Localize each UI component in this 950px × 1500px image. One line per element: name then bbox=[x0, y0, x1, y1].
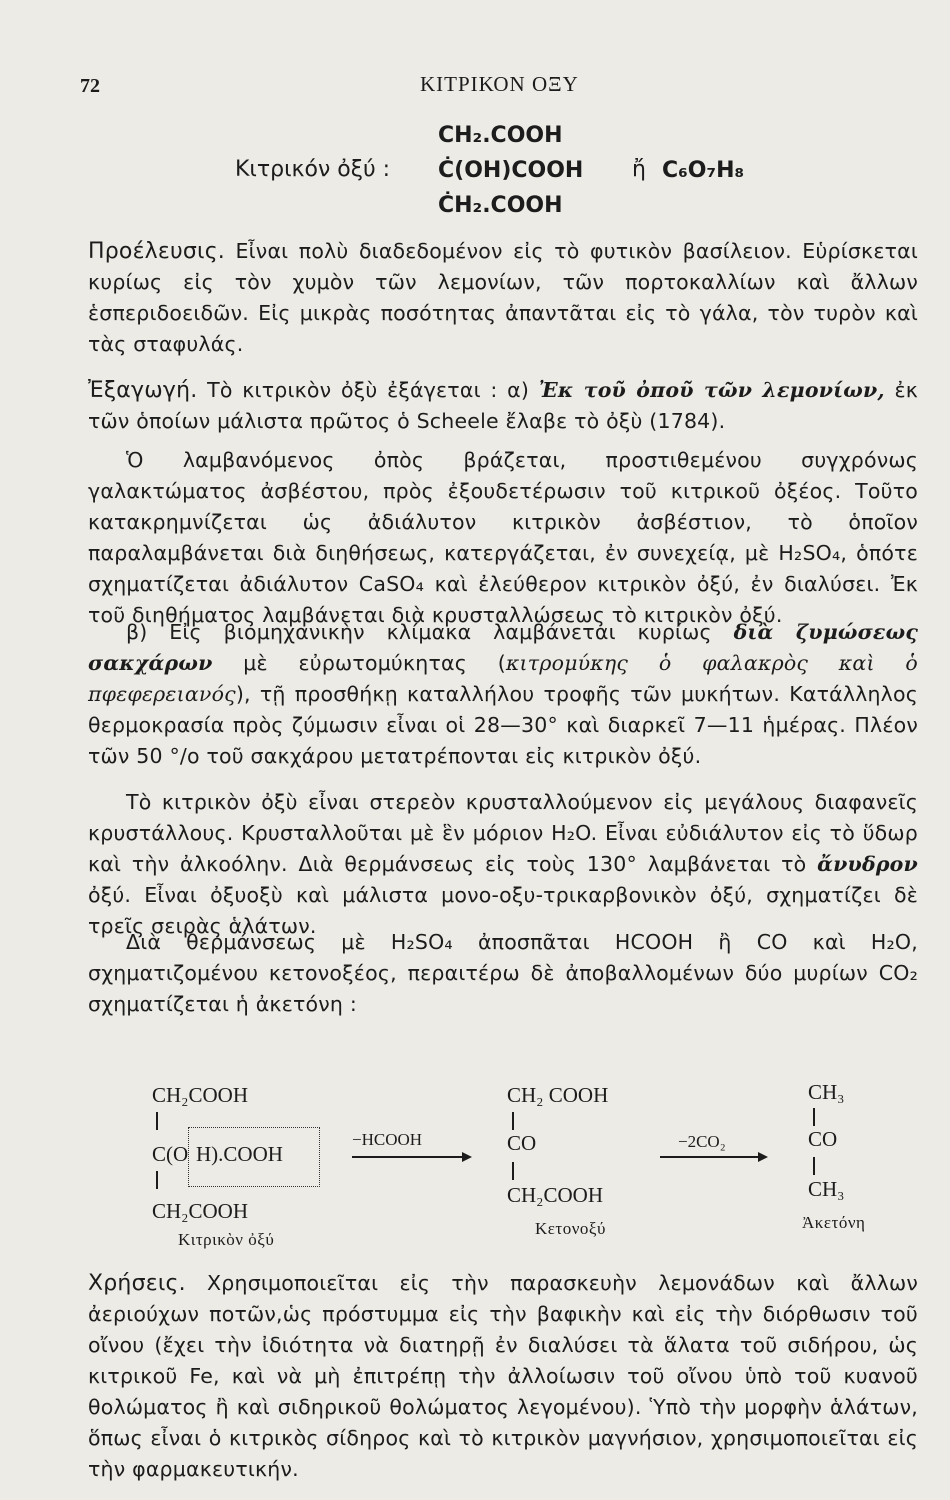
paragraph-extraction bbox=[88, 375, 918, 437]
fermentation-text-c: ), τῇ προσθήκῃ καταλλήλου τροφῆς τῶν μυκήτων. Κατάλληλος θερμοκρασία πρὸς ζύμωσιν εἶναι οἱ 28—30° καὶ διαρκεῖ 7—11 ἡμέρας. Πλέον τῶν 50 °/ο τοῦ σακχάρου μετατρέπονται εἰς κιτρικὸν ὀξύ. bbox=[88, 682, 918, 768]
citric-middle-b: H).COOH bbox=[196, 1142, 283, 1166]
fermentation-text-b: μὲ εὐρωτομύκητας ( bbox=[243, 651, 506, 675]
paragraph-uses bbox=[88, 1268, 918, 1485]
arrow-2-label: −2CO₂ bbox=[678, 1132, 726, 1151]
citric-bottom: CH₂COOH bbox=[152, 1199, 248, 1223]
citric-caption: Κιτρικὸν ὀξύ bbox=[178, 1230, 275, 1249]
paragraph-decomposition: Διὰ θερμάνσεως μὲ H₂SO₄ ἀποσπᾶται HCOOH ἢ CO καὶ H₂O, σχηματιζομένου κετονοξέος, περαιτέρω δὲ ἀποβαλλομένων δύο μυρίων CO₂ σχηματίζεται ἡ ἀκετόνη : bbox=[88, 930, 918, 1016]
citric-middle-a: C(O bbox=[152, 1142, 189, 1166]
arrow-1-label: −HCOOH bbox=[352, 1130, 423, 1149]
molecular-formula: C₆O₇H₈ bbox=[662, 158, 745, 183]
properties-text-a: Τὸ κιτρικὸν ὀξὺ εἶναι στερεὸν κρυσταλλούμενον εἰς μεγάλους διαφανεῖς κρυστάλλους. Κρυσταλλοῦται μὲ ἓν μόριον H₂O. Εἶναι εὐδιάλυτον εἰς τὸ ὕδωρ καὶ τὴν ἀλκοόλην. Διὰ θερμάνσεως εἰς τοὺς 130° λαμβάνεται τὸ bbox=[88, 790, 918, 876]
acetone-middle: CO bbox=[808, 1127, 838, 1151]
formula-or: ἤ bbox=[632, 157, 646, 182]
citric-highlight-box bbox=[188, 1127, 320, 1187]
extraction-emphasis: Ἐκ τοῦ ὀποῦ τῶν λεμονίων, bbox=[538, 378, 885, 402]
properties-text-b: ὀξύ. Εἶναι ὀξυοξὺ καὶ μάλιστα μονο-οξυ-τρικαρβονικὸν ὀξύ, σχηματίζει δὲ τρεῖς σειρὰς ἁλάτων. bbox=[88, 883, 918, 938]
keto-bond-2 bbox=[512, 1162, 514, 1180]
arrow-2-head bbox=[758, 1152, 768, 1162]
uses-text: Χρησιμοποιεῖται εἰς τὴν παρασκευὴν λεμονάδων καὶ ἄλλων ἀεριούχων ποτῶν,ὡς πρόστυμμα εἰς τὴν βαφικὴν καὶ εἰς τὴν διόρθωσιν τοῦ οἴνου (ἔχει τὴν ἰδιότητα νὰ διατηρῇ ἐν διαλύσει τὰ ἅλατα τοῦ σιδήρου, ὡς κιτρικοῦ Fe, καὶ νὰ μὴ ἐπιτρέπῃ τὴν ἀλλοίωσιν τοῦ οἴνου ὑπὸ τοῦ κυανοῦ θολώματος ἢ καὶ σιδηρικοῦ θολώματος λεγομένου). Ὑπὸ τὴν μορφὴν ἁλάτων, ὅπως εἶναι ὁ κιτρικὸς σίδηρος καὶ τὸ κιτρικὸν μαγνήσιον, χρησιμοποιεῖται εἰς τὴν φαρμακευτικήν. bbox=[88, 1271, 918, 1481]
paragraph-juice-process: Ὁ λαμβανόμενος ὀπὸς βράζεται, προστιθεμένου συγχρόνως γαλακτώματος ἀσβέστου, πρὸς ἐξουδετέρωσιν τοῦ κιτρικοῦ ὀξέος. Τοῦτο κατακρημνίζεται ὡς ἀδιάλυτον κιτρικὸν ἀσβέστιον, τὸ ὁποῖον παραλαμβάνεται διὰ διηθήσεως, κατεργάζεται, ἐν συνεχείᾳ, μὲ H₂SO₄, ὁπότε σχηματίζεται ἀδιάλυτον CaSO₄ καὶ ἐλεύθερον κιτρικὸν ὀξύ, ἐν διαλύσει. Ἐκ τοῦ διηθήματος λαμβάνεται διὰ κρυσταλλώσεως τὸ κιτρικὸν ὀξύ. bbox=[88, 448, 918, 627]
formula-line-3: ĊH₂.COOH bbox=[438, 193, 563, 218]
acetone-bottom: CH₃ bbox=[808, 1177, 845, 1201]
fermentation-emphasis: διὰ ζυμώσεως σακχάρων bbox=[88, 620, 919, 675]
keto-caption: Κετονοξύ bbox=[535, 1219, 606, 1238]
keto-top: CH₂ COOH bbox=[507, 1083, 609, 1107]
arrow-1-head bbox=[462, 1152, 472, 1162]
arrow-1-line bbox=[352, 1156, 464, 1158]
extraction-text-a: Τὸ κιτρικὸν ὀξὺ ἐξάγεται : α) bbox=[207, 378, 530, 402]
page-number: 72 bbox=[80, 75, 100, 97]
keto-bond-1 bbox=[512, 1112, 514, 1130]
acetone-bond-2 bbox=[813, 1157, 815, 1175]
heading-uses: Χρήσεις. bbox=[88, 1271, 186, 1296]
extraction-text-b: ἐκ τῶν ὁποίων μάλιστα πρῶτος ὁ Scheele ἔλαβε τὸ ὀξὺ (1784). bbox=[88, 378, 919, 433]
citric-bond-2 bbox=[156, 1171, 158, 1189]
acetone-top: CH₃ bbox=[808, 1080, 845, 1104]
keto-bottom: CH₂COOH bbox=[507, 1183, 603, 1207]
running-title: ΚΙΤΡΙΚΟΝ ΟΞΥ bbox=[420, 72, 579, 96]
acetone-bond-1 bbox=[813, 1108, 815, 1126]
formula-line-2: Ċ(OH)COOH bbox=[438, 158, 584, 183]
properties-emphasis: ἄνυδρον bbox=[817, 852, 918, 876]
heading-extraction: Ἐξαγωγή. bbox=[88, 378, 198, 403]
fermentation-text-a: β) Εἰς βιομηχανικὴν κλίμακα λαμβάνεται κυρίως bbox=[126, 620, 712, 644]
citric-top: CH₂COOH bbox=[152, 1083, 248, 1107]
citric-bond-1 bbox=[156, 1112, 158, 1130]
paragraph-properties bbox=[88, 787, 918, 942]
arrow-2-line bbox=[660, 1156, 760, 1158]
heading-origin: Προέλευσις. bbox=[88, 239, 225, 264]
origin-text: Εἶναι πολὺ διαδεδομένον εἰς τὸ φυτικὸν βασίλειον. Εὑρίσκεται κυρίως εἰς τὸν χυμὸν τῶν λεμονίων, τῶν πορτοκαλλίων καὶ ἄλλων ἑσπεριδοειδῶν. Εἰς μικρὰς ποσότητας ἀπαντᾶται εἰς τὸ γάλα, τὸν τυρὸν καὶ τὰς σταφυλάς. bbox=[88, 239, 919, 356]
paragraph-origin bbox=[88, 236, 918, 360]
formula-line-1: CH₂.COOH bbox=[438, 123, 563, 148]
formula-label: Κιτρικόν ὀξύ : bbox=[235, 157, 391, 182]
acetone-caption: Ἀκετόνη bbox=[802, 1213, 866, 1232]
keto-middle: CO bbox=[507, 1131, 537, 1155]
fermentation-species: κιτρομύκης ὁ φαλακρὸς καὶ ὁ πφεφερειανός bbox=[88, 651, 918, 706]
paragraph-fermentation bbox=[88, 617, 918, 772]
